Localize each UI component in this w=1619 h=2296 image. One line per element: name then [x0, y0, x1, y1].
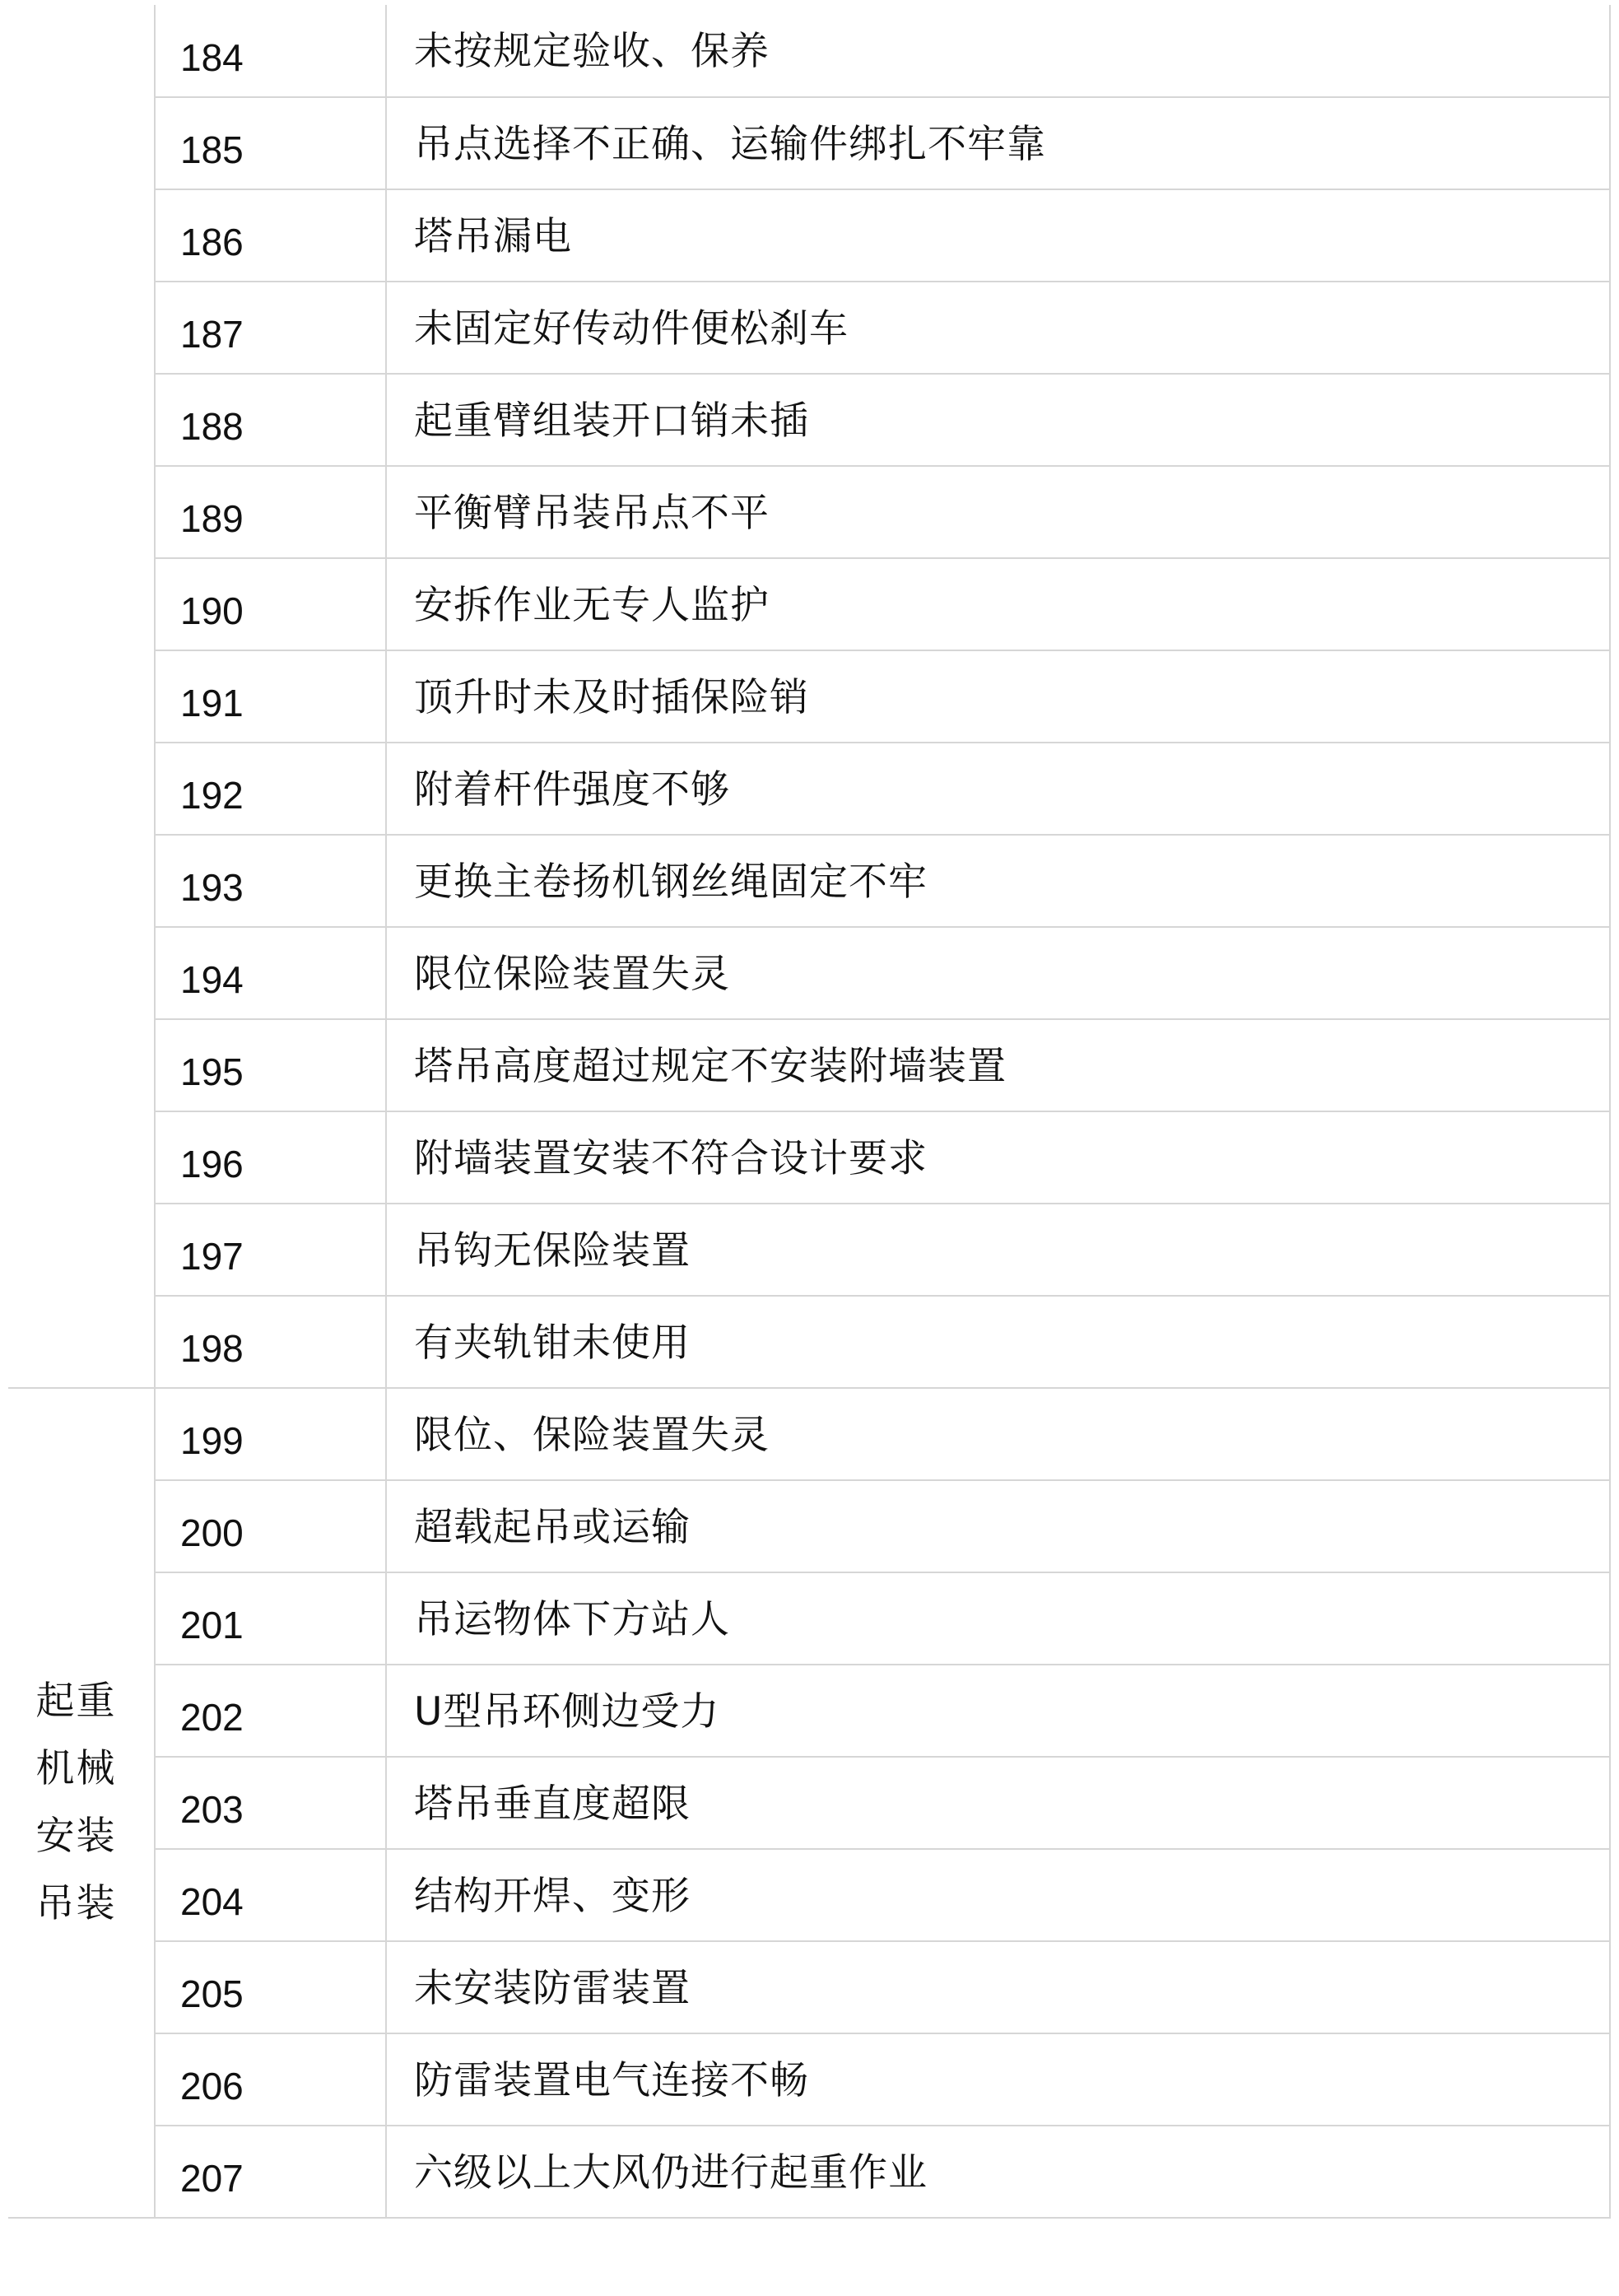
table-row [8, 650, 1610, 743]
table-row [8, 2126, 1610, 2218]
item-number: 206 [155, 2033, 386, 2126]
item-number: 194 [155, 927, 386, 1019]
item-description: 起重臂组装开口销未插 [386, 374, 1610, 466]
item-number: 191 [155, 650, 386, 743]
item-description: 更换主卷扬机钢丝绳固定不牢 [386, 835, 1610, 927]
item-description: 结构开焊、变形 [386, 1849, 1610, 1941]
item-number: 185 [155, 97, 386, 189]
table-row [8, 1849, 1610, 1941]
item-number: 189 [155, 466, 386, 558]
table-row [8, 5, 1610, 97]
item-description: 防雷装置电气连接不畅 [386, 2033, 1610, 2126]
table-row [8, 2033, 1610, 2126]
item-description: 未固定好传动件便松刹车 [386, 282, 1610, 374]
table-row [8, 743, 1610, 835]
item-number: 200 [155, 1480, 386, 1572]
item-number: 188 [155, 374, 386, 466]
table-row [8, 1296, 1610, 1388]
table-row [8, 558, 1610, 650]
item-number: 201 [155, 1572, 386, 1665]
item-description: 限位、保险装置失灵 [386, 1388, 1610, 1480]
item-description: 吊点选择不正确、运输件绑扎不牢靠 [386, 97, 1610, 189]
item-number: 192 [155, 743, 386, 835]
item-number: 204 [155, 1849, 386, 1941]
item-description: 六级以上大风仍进行起重作业 [386, 2126, 1610, 2218]
table-row [8, 1572, 1610, 1665]
table-row [8, 1019, 1610, 1111]
item-description: 未安装防雷装置 [386, 1941, 1610, 2033]
item-number: 187 [155, 282, 386, 374]
item-number: 196 [155, 1111, 386, 1204]
table-row [8, 835, 1610, 927]
item-number: 186 [155, 189, 386, 282]
item-number: 199 [155, 1388, 386, 1480]
category-label: 起重机械安装吊装 [35, 1679, 117, 1926]
item-number: 195 [155, 1019, 386, 1111]
item-description: 附墙装置安装不符合设计要求 [386, 1111, 1610, 1204]
item-description: 塔吊高度超过规定不安装附墙装置 [386, 1019, 1610, 1111]
table-row [8, 282, 1610, 374]
item-description: 有夹轨钳未使用 [386, 1296, 1610, 1388]
item-number: 193 [155, 835, 386, 927]
item-number: 202 [155, 1665, 386, 1757]
item-number: 198 [155, 1296, 386, 1388]
table-row [8, 1480, 1610, 1572]
table-row [8, 189, 1610, 282]
item-number: 203 [155, 1757, 386, 1849]
hazard-table-body [8, 5, 1610, 2218]
table-row [8, 1665, 1610, 1757]
item-description: 吊钩无保险装置 [386, 1204, 1610, 1296]
item-number: 197 [155, 1204, 386, 1296]
item-description: 未按规定验收、保养 [386, 5, 1610, 97]
item-description: 限位保险装置失灵 [386, 927, 1610, 1019]
table-row [8, 97, 1610, 189]
table-row [8, 927, 1610, 1019]
category-cell [8, 1388, 155, 2218]
item-description: 平衡臂吊装吊点不平 [386, 466, 1610, 558]
table-row [8, 1111, 1610, 1204]
table-row [8, 466, 1610, 558]
table-row [8, 1757, 1610, 1849]
item-description: 塔吊漏电 [386, 189, 1610, 282]
category-cell [8, 5, 155, 1388]
item-description: 安拆作业无专人监护 [386, 558, 1610, 650]
item-number: 190 [155, 558, 386, 650]
item-number: 207 [155, 2126, 386, 2218]
item-description: 吊运物体下方站人 [386, 1572, 1610, 1665]
table-row [8, 374, 1610, 466]
table-row [8, 1204, 1610, 1296]
item-description: U型吊环侧边受力 [386, 1665, 1610, 1757]
item-number: 205 [155, 1941, 386, 2033]
table-row [8, 1941, 1610, 2033]
item-description: 超载起吊或运输 [386, 1480, 1610, 1572]
item-description: 顶升时未及时插保险销 [386, 650, 1610, 743]
item-description: 附着杆件强度不够 [386, 743, 1610, 835]
item-description: 塔吊垂直度超限 [386, 1757, 1610, 1849]
item-number: 184 [155, 5, 386, 97]
hazard-table [8, 5, 1611, 2219]
table-row [8, 1388, 1610, 1480]
